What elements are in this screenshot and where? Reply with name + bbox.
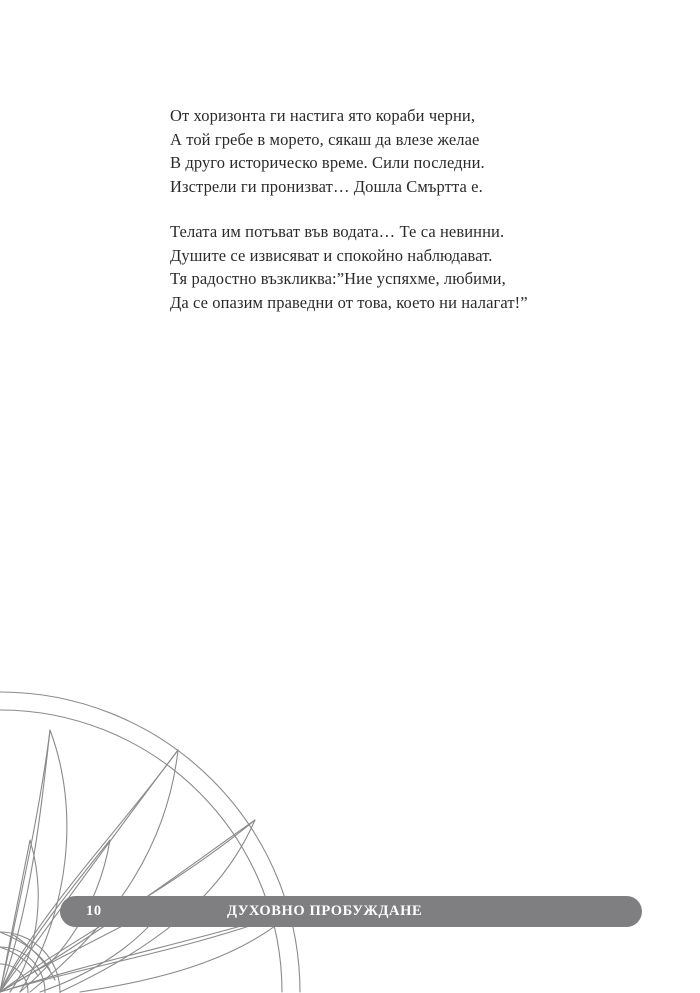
poem-line: Тя радостно възкликва:”Ние успяхме, любими,	[170, 269, 506, 288]
mandala-ornament	[0, 690, 360, 993]
page-number: 10	[86, 903, 102, 919]
stanza-1	[170, 104, 610, 198]
poem-line: Душите се извисяват и спокойно наблюдават.	[170, 245, 493, 265]
poem-line: В друго историческо време. Сили последни.	[170, 153, 485, 172]
poem-line: А той гребе в морето, сякаш да влезе желае	[170, 129, 480, 149]
stanza-2	[170, 220, 610, 314]
poem-line: Телата им потъват във водата… Те са невинни.	[170, 222, 505, 241]
poem-line: Да се опазим праведни от това, което ни налагат!”	[170, 292, 528, 312]
footer-bar	[60, 896, 642, 927]
poem-line: От хоризонта ги настига ято кораби черни,	[170, 106, 476, 125]
poem-line: Изстрели ги пронизват… Дошла Смъртта е.	[170, 176, 483, 196]
poem	[170, 104, 610, 336]
book-title: ДУХОВНО ПРОБУЖДАНЕ	[227, 903, 423, 919]
